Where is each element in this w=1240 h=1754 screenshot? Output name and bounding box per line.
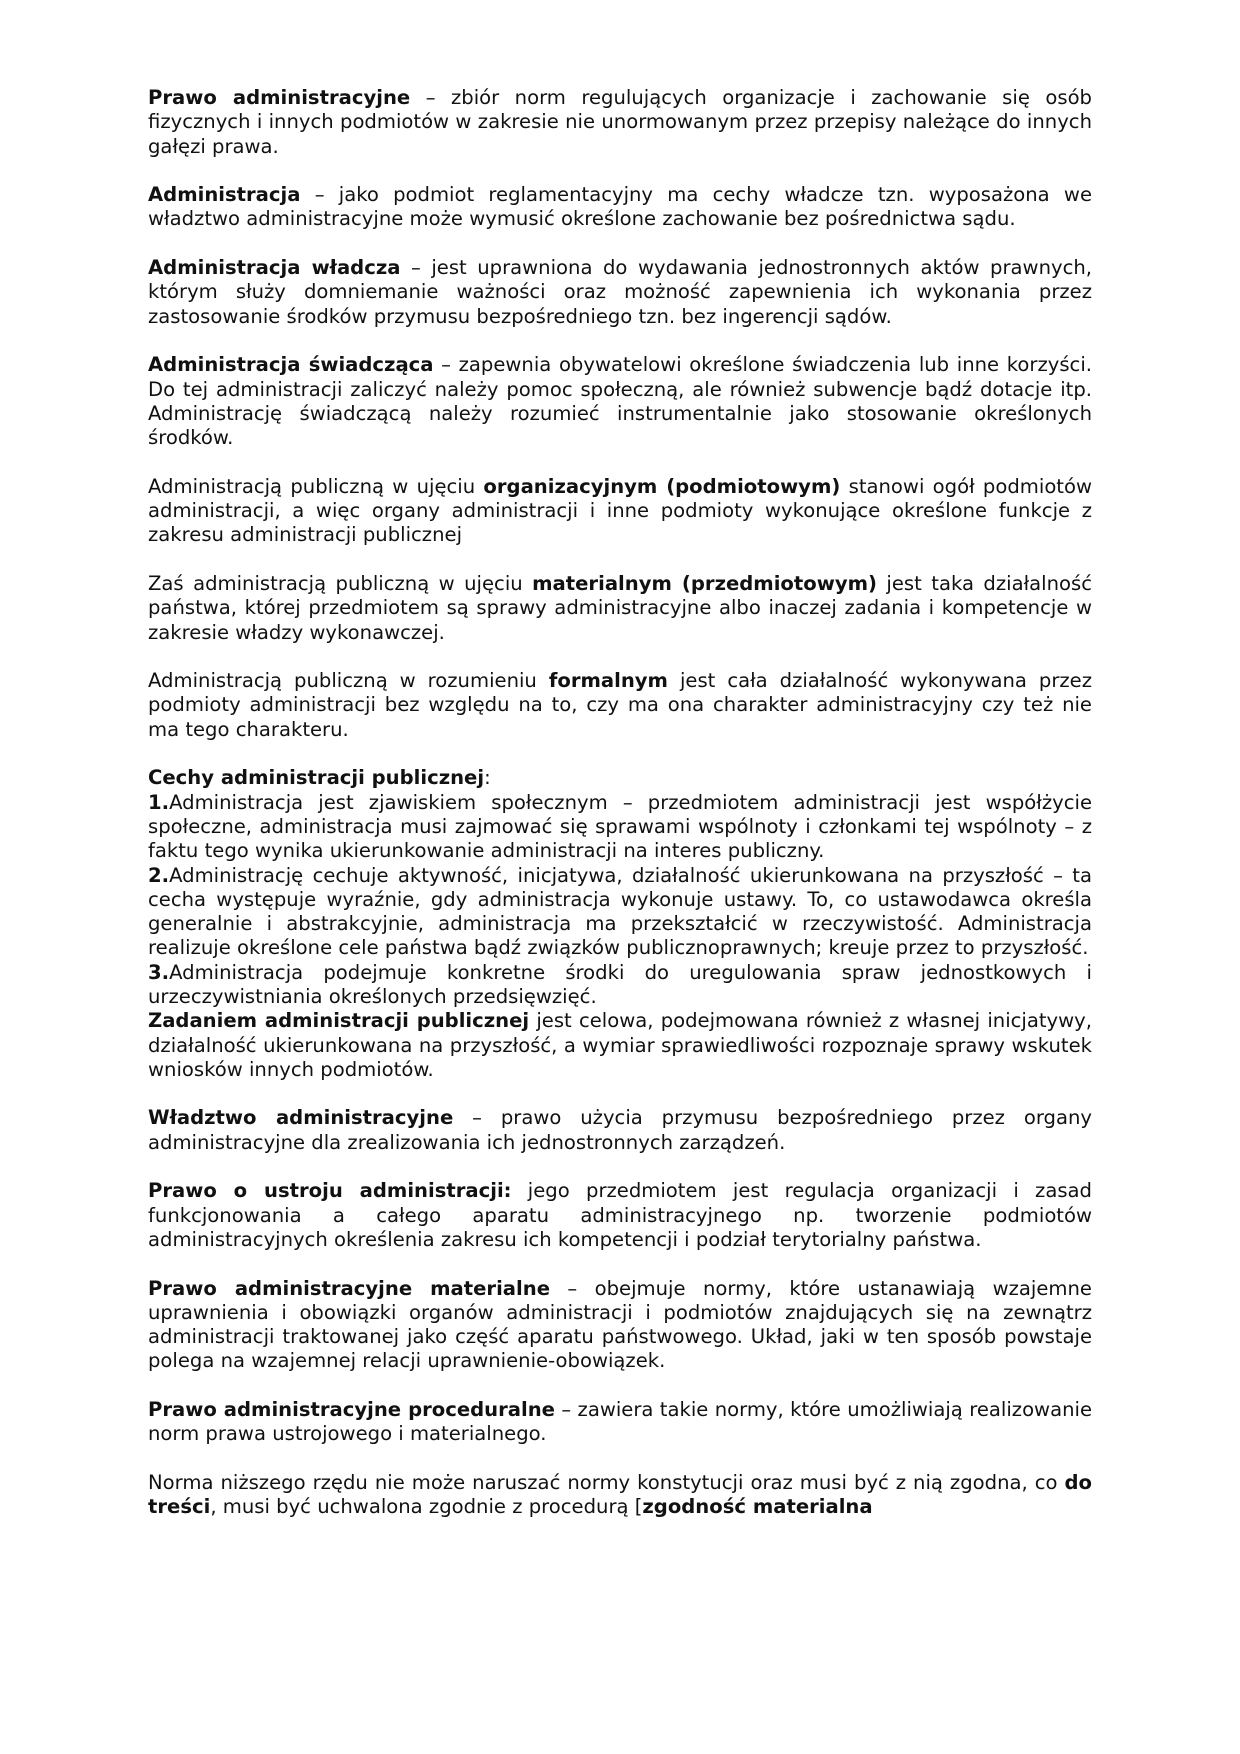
list-item [148,791,1092,864]
item-number: 3. [148,960,170,984]
term: materialnym (przedmiotowym) [532,571,877,595]
features-heading: Cechy administracji publicznej: [148,766,491,790]
definition-text: – prawo użycia przymusu bezpośredniego przez organy administracyjne dla zrealizowania ich jednostronnych zarządzeń. [148,1106,1092,1154]
definition-wladztwo-administracyjne [148,1106,1092,1155]
item-number: 2. [148,863,170,887]
features-section [148,766,1092,1009]
lead-text: Zaś administracją publiczną w ujęciu [148,571,533,595]
term: Prawo administracyjne [148,86,411,109]
definition-ujecie-organizacyjne [148,475,1092,548]
definition-text: – zawiera takie normy, które umożliwiają realizowanie norm prawa ustrojowego i materialnego. [148,1398,1093,1446]
definition-text: – zbiór norm regulujących organizacje i zachowanie się osób fizycznych i innych podmiotów w zakresie nie unormowanym przez przepisy należące do innych gałęzi prawa. [148,86,1092,158]
list-item [148,961,1092,1010]
lead-text: Administracją publiczną w ujęciu [148,474,484,498]
term: zgodność materialna [642,1495,873,1519]
definition-text: stanowi ogół podmiotów administracji, a więc organy administracji i inne podmioty wykonujące określone funkcje z zakresu administracji publicznej [148,474,1093,547]
term: Prawo o ustroju administracji: [148,1179,512,1203]
definition-text: jest cała działalność wykonywana przez podmioty administracji bez względu na to, czy ma ona charakter administracyjny czy też nie ma tego charakteru. [148,669,1093,741]
list-item [148,864,1092,961]
term: Zadaniem administracji publicznej [148,1009,530,1033]
item-number: 1. [148,790,170,814]
definition-prawo-ustrojowe [148,1179,1092,1252]
definition-text: jego przedmiotem jest regulacja organizacji i zasad funkcjonowania a całego aparatu administracyjnego np. tworzenie podmiotów administracyjnych określenia zakresu ich kompetencji i podział terytorialny państwa. [148,1179,1092,1251]
term: Prawo administracyjne proceduralne [148,1398,555,1422]
definition-ujecie-materialne [148,572,1092,645]
term: formalnym [548,669,668,693]
term: Prawo administracyjne materialne [148,1276,550,1300]
term: organizacyjnym (podmiotowym) [483,474,841,498]
item-text: Administracja podejmuje konkretne środki do uregulowania spraw jednostkowych i urzeczywistniania określonych przedsięwzięć. [148,960,1092,1008]
definition-text: – obejmuje normy, które ustanawiają wzajemne uprawnienia i obowiązki organów administracji i podmiotów znajdujących się na zewnątrz administracji traktowanej jako część aparatu państwowego. Układ, jaki w ten sposób powstaje polega na wzajemnej relacji uprawnienie-obowiązek. [148,1276,1092,1373]
item-text: Administracja jest zjawiskiem społecznym – przedmiotem administracji jest współżycie społeczne, administracja musi zajmować się sprawami wspólnoty i członkami tej wspólnoty – z faktu tego wynika ukierunkowanie administracji na interes publiczny. [148,790,1092,863]
term: Władztwo administracyjne [148,1106,454,1130]
definition-administracja-swiadczaca [148,353,1092,450]
document-page [148,86,1092,1520]
final-paragraph: Norma niższego rzędu nie może naruszać normy konstytucji oraz musi być z nią zgodna, co do treści, musi być uchwalona zgodnie z procedurą [zgodność materialna [148,1470,1092,1519]
definition-zadanie-administracji [148,1009,1092,1082]
definition-text: – jako podmiot reglamentacyjny ma cechy władcze tzn. wyposażona we władztwo administracyjne może wymusić określone zachowanie bez pośrednictwa sądu. [148,183,1092,231]
definition-prawo-administracyjne [148,86,1092,159]
term: Administracja [148,183,301,207]
definition-prawo-proceduralne [148,1398,1092,1447]
term: Administracja świadcząca [148,353,434,377]
definition-administracja-wladcza [148,256,1092,329]
item-text: Administrację cechuje aktywność, inicjatywa, działalność ukierunkowana na przyszłość – ta cecha występuje wyraźnie, gdy administracja wykonuje ustawy. To, co ustawodawca określa generalnie i abstrakcyjnie, administracja ma przekształcić w rzeczywistość. Administracja realizuje określone cele państwa bądź związków publicznoprawnych; kreuje przez to przyszłość. [148,863,1092,960]
definition-text: jest taka działalność państwa, której przedmiotem są sprawy administracyjne albo inaczej zadania i kompetencje w zakresie władzy wykonawczej. [148,571,1092,644]
definition-prawo-materialne [148,1277,1092,1374]
definition-ujecie-formalne [148,669,1092,742]
lead-text: Administracją publiczną w rozumieniu [148,669,549,693]
definition-text: – zapewnia obywatelowi określone świadczenia lub inne korzyści. Do tej administracji zaliczyć należy pomoc społeczną, ale również subwencje bądź dotacje itp. Administrację świadczącą należy rozumieć instrumentalnie jako stosowanie określonych środków. [148,353,1092,450]
definition-text: jest celowa, podejmowana również z własnej inicjatywy, działalność ukierunkowana na przyszłość, a wymiar sprawiedliwości rozpoznaje sprawy wskutek wniosków innych podmiotów. [148,1009,1093,1081]
definition-administracja [148,183,1092,232]
term: Administracja władcza [148,256,401,280]
term: do treści [148,1470,1092,1519]
definition-text: – jest uprawniona do wydawania jednostronnych aktów prawnych, którym służy domniemanie ważności oraz możność zapewnienia ich wykonania przez zastosowanie środków przymusu bezpośredniego tzn. bez ingerencji sądów. [148,256,1092,328]
